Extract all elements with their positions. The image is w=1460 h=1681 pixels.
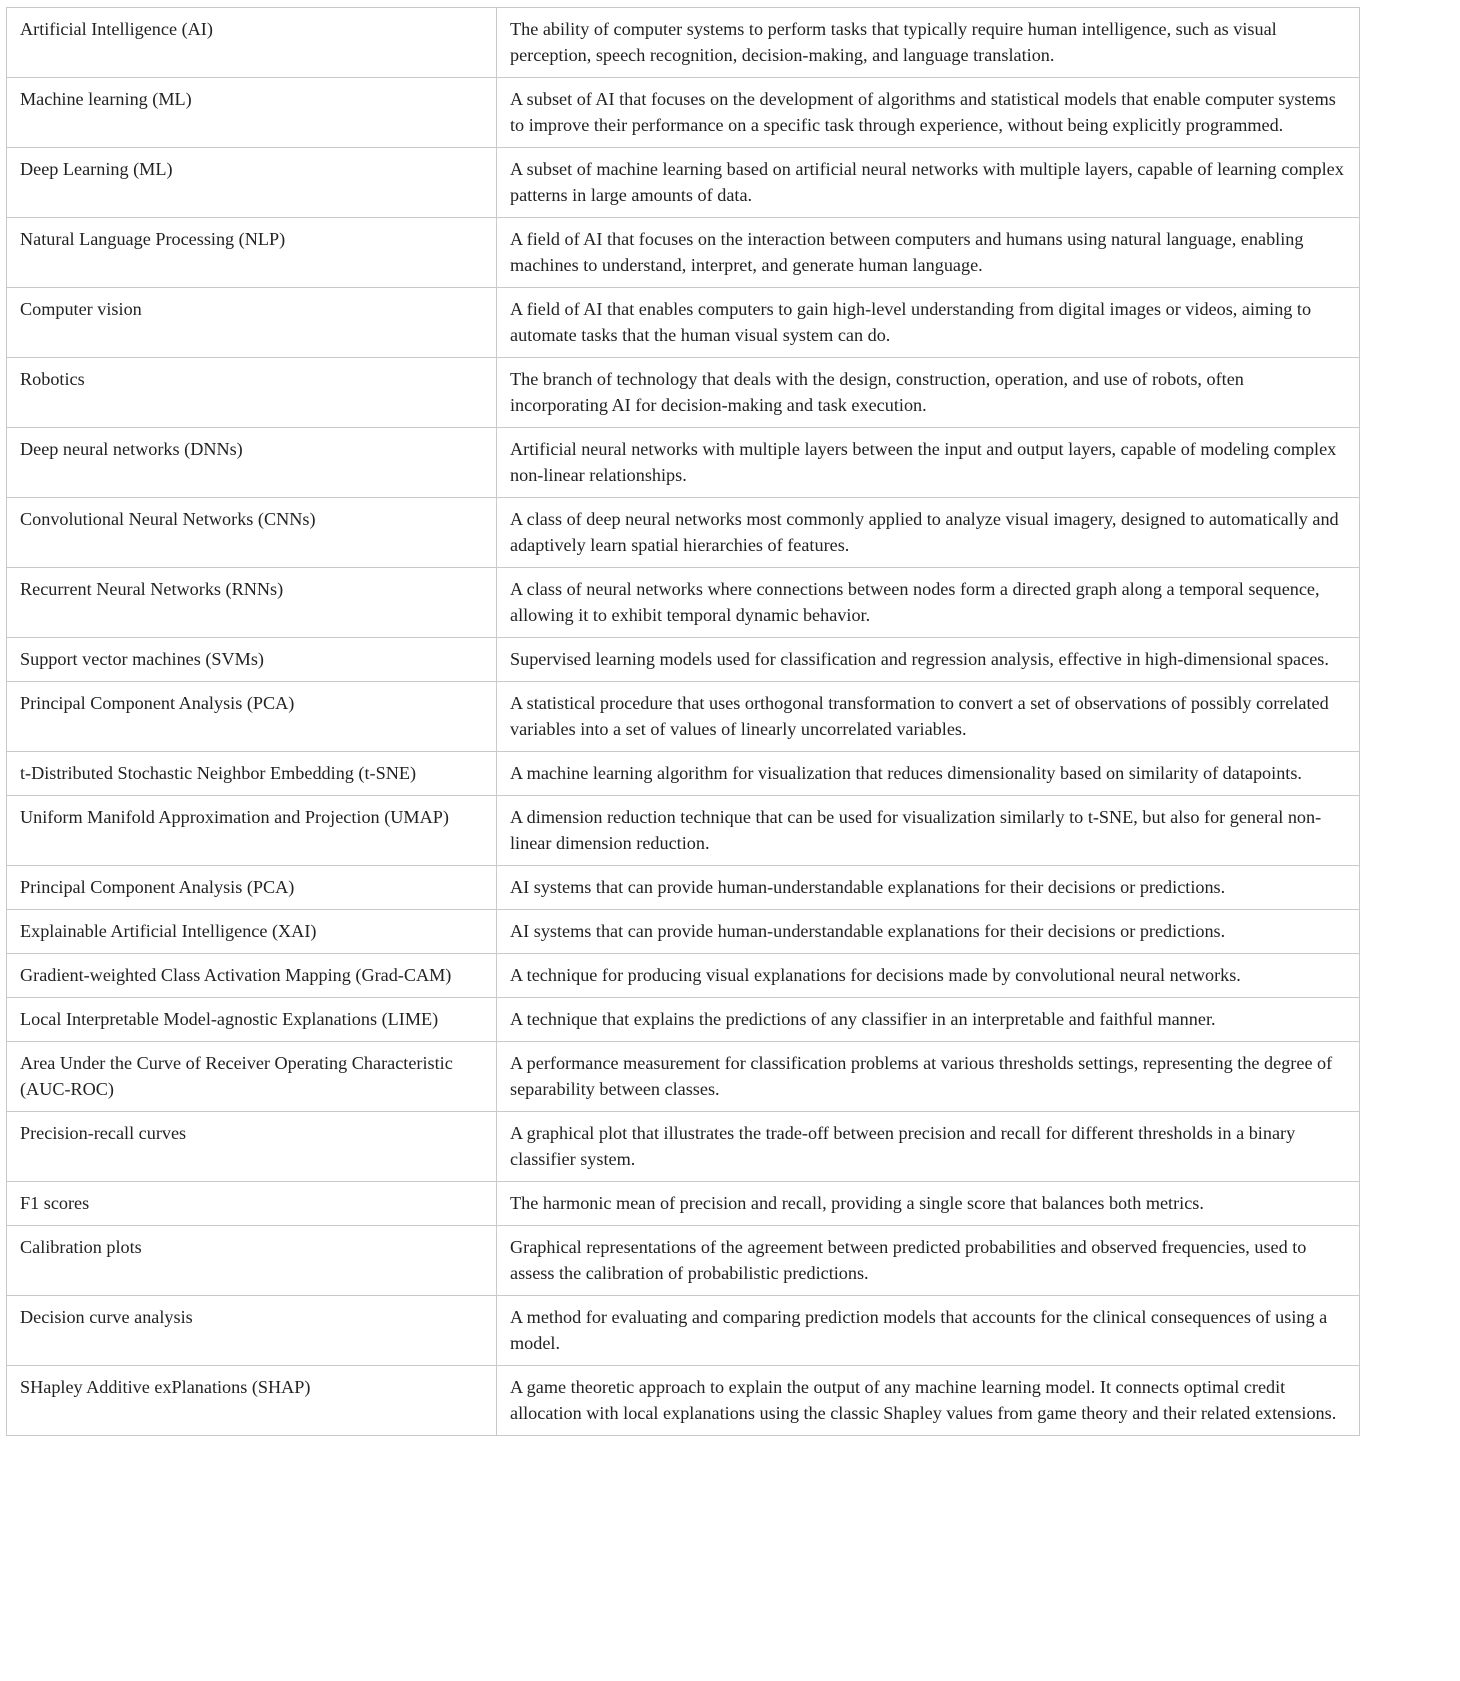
term-cell: t-Distributed Stochastic Neighbor Embedding (t-SNE) xyxy=(7,752,497,796)
term-cell: Calibration plots xyxy=(7,1226,497,1296)
table-row xyxy=(7,498,1360,568)
term-cell: Recurrent Neural Networks (RNNs) xyxy=(7,568,497,638)
term-cell: Principal Component Analysis (PCA) xyxy=(7,682,497,752)
term-cell: Deep Learning (ML) xyxy=(7,148,497,218)
definition-cell: A method for evaluating and comparing prediction models that accounts for the clinical consequences of using a model. xyxy=(497,1296,1360,1366)
term-cell: Area Under the Curve of Receiver Operating Characteristic (AUC-ROC) xyxy=(7,1042,497,1112)
definition-cell: AI systems that can provide human-understandable explanations for their decisions or predictions. xyxy=(497,866,1360,910)
term-cell: Deep neural networks (DNNs) xyxy=(7,428,497,498)
table-row xyxy=(7,1226,1360,1296)
term-cell: SHapley Additive exPlanations (SHAP) xyxy=(7,1366,497,1436)
definition-cell: The branch of technology that deals with the design, construction, operation, and use of robots, often incorporating AI for decision-making and task execution. xyxy=(497,358,1360,428)
definition-cell: The harmonic mean of precision and recall, providing a single score that balances both metrics. xyxy=(497,1182,1360,1226)
definition-cell: Graphical representations of the agreement between predicted probabilities and observed frequencies, used to assess the calibration of probabilistic predictions. xyxy=(497,1226,1360,1296)
definition-cell: A machine learning algorithm for visualization that reduces dimensionality based on similarity of datapoints. xyxy=(497,752,1360,796)
table-row xyxy=(7,1366,1360,1436)
definition-cell: A class of deep neural networks most commonly applied to analyze visual imagery, designed to automatically and adaptively learn spatial hierarchies of features. xyxy=(497,498,1360,568)
term-cell: Uniform Manifold Approximation and Projection (UMAP) xyxy=(7,796,497,866)
glossary-table-body xyxy=(7,8,1360,1436)
term-cell: F1 scores xyxy=(7,1182,497,1226)
table-row xyxy=(7,638,1360,682)
term-cell: Artificial Intelligence (AI) xyxy=(7,8,497,78)
term-cell: Computer vision xyxy=(7,288,497,358)
term-cell: Convolutional Neural Networks (CNNs) xyxy=(7,498,497,568)
table-row xyxy=(7,1182,1360,1226)
definition-cell: A subset of AI that focuses on the development of algorithms and statistical models that enable computer systems to improve their performance on a specific task through experience, without being explicitly programmed. xyxy=(497,78,1360,148)
definition-cell: A technique for producing visual explanations for decisions made by convolutional neural networks. xyxy=(497,954,1360,998)
definition-cell: Supervised learning models used for classification and regression analysis, effective in high-dimensional spaces. xyxy=(497,638,1360,682)
definition-cell: A class of neural networks where connections between nodes form a directed graph along a temporal sequence, allowing it to exhibit temporal dynamic behavior. xyxy=(497,568,1360,638)
table-row xyxy=(7,954,1360,998)
term-cell: Natural Language Processing (NLP) xyxy=(7,218,497,288)
table-row xyxy=(7,148,1360,218)
definition-cell: A statistical procedure that uses orthogonal transformation to convert a set of observations of possibly correlated variables into a set of values of linearly uncorrelated variables. xyxy=(497,682,1360,752)
definition-cell: A performance measurement for classification problems at various thresholds settings, representing the degree of separability between classes. xyxy=(497,1042,1360,1112)
table-row xyxy=(7,752,1360,796)
table-row xyxy=(7,428,1360,498)
definition-cell: A field of AI that focuses on the interaction between computers and humans using natural language, enabling machines to understand, interpret, and generate human language. xyxy=(497,218,1360,288)
definition-cell: A dimension reduction technique that can be used for visualization similarly to t-SNE, but also for general non-linear dimension reduction. xyxy=(497,796,1360,866)
definition-cell: Artificial neural networks with multiple layers between the input and output layers, capable of modeling complex non-linear relationships. xyxy=(497,428,1360,498)
term-cell: Explainable Artificial Intelligence (XAI) xyxy=(7,910,497,954)
term-cell: Gradient-weighted Class Activation Mapping (Grad-CAM) xyxy=(7,954,497,998)
table-row xyxy=(7,1042,1360,1112)
table-row xyxy=(7,358,1360,428)
term-cell: Machine learning (ML) xyxy=(7,78,497,148)
definition-cell: A field of AI that enables computers to gain high-level understanding from digital images or videos, aiming to automate tasks that the human visual system can do. xyxy=(497,288,1360,358)
table-row xyxy=(7,1296,1360,1366)
glossary-table xyxy=(6,7,1360,1436)
definition-cell: The ability of computer systems to perform tasks that typically require human intelligence, such as visual perception, speech recognition, decision-making, and language translation. xyxy=(497,8,1360,78)
table-row xyxy=(7,1112,1360,1182)
term-cell: Decision curve analysis xyxy=(7,1296,497,1366)
definition-cell: A game theoretic approach to explain the output of any machine learning model. It connects optimal credit allocation with local explanations using the classic Shapley values from game theory and their related extensions. xyxy=(497,1366,1360,1436)
table-row xyxy=(7,866,1360,910)
table-row xyxy=(7,78,1360,148)
definition-cell: A graphical plot that illustrates the trade-off between precision and recall for different thresholds in a binary classifier system. xyxy=(497,1112,1360,1182)
table-row xyxy=(7,910,1360,954)
term-cell: Support vector machines (SVMs) xyxy=(7,638,497,682)
term-cell: Local Interpretable Model-agnostic Explanations (LIME) xyxy=(7,998,497,1042)
term-cell: Precision-recall curves xyxy=(7,1112,497,1182)
term-cell: Principal Component Analysis (PCA) xyxy=(7,866,497,910)
table-row xyxy=(7,288,1360,358)
table-row xyxy=(7,8,1360,78)
table-row xyxy=(7,568,1360,638)
table-row xyxy=(7,796,1360,866)
table-row xyxy=(7,682,1360,752)
definition-cell: A subset of machine learning based on artificial neural networks with multiple layers, capable of learning complex patterns in large amounts of data. xyxy=(497,148,1360,218)
table-row xyxy=(7,218,1360,288)
definition-cell: AI systems that can provide human-understandable explanations for their decisions or predictions. xyxy=(497,910,1360,954)
table-row xyxy=(7,998,1360,1042)
definition-cell: A technique that explains the predictions of any classifier in an interpretable and faithful manner. xyxy=(497,998,1360,1042)
term-cell: Robotics xyxy=(7,358,497,428)
